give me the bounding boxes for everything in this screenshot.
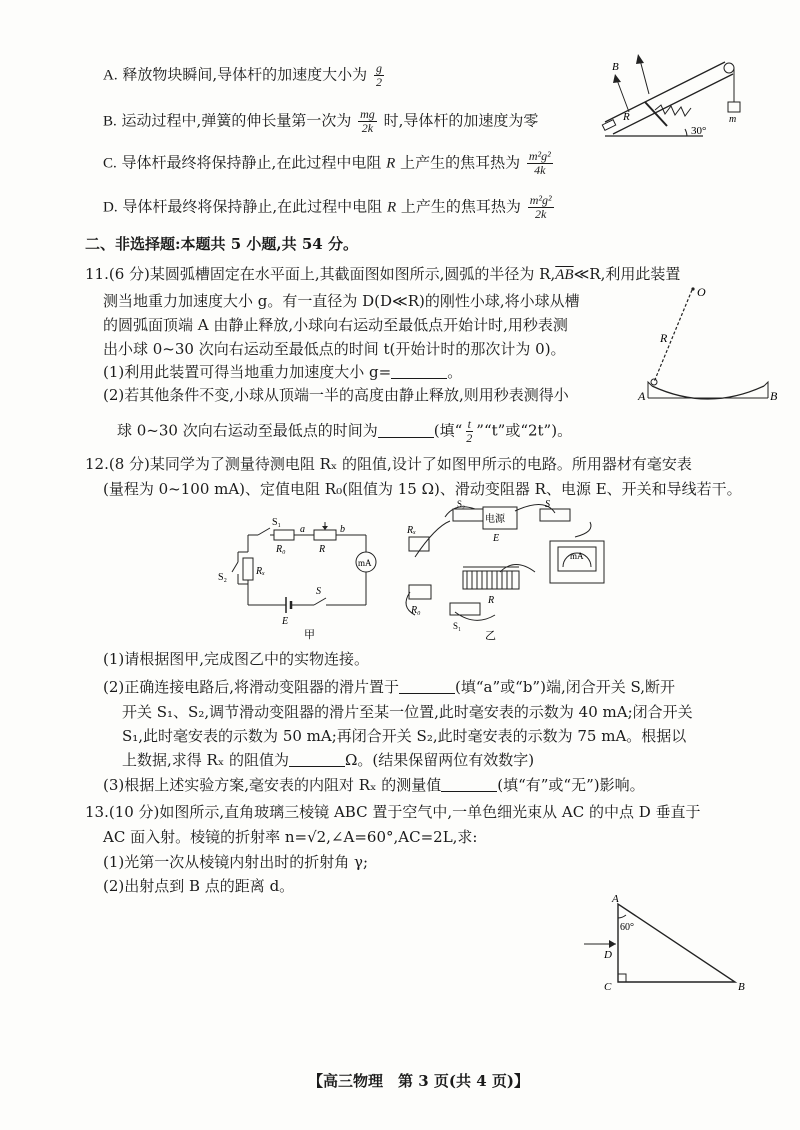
label-r: R (623, 111, 630, 123)
apparatus-figure-yi (395, 497, 625, 642)
label-b: b (340, 524, 345, 535)
answer-blank[interactable] (399, 679, 455, 694)
q11-sub1: (1)利用此装置可得当地重力加速度大小 g= 。 (103, 363, 463, 381)
label-angle: 30° (691, 125, 707, 137)
label-b: B (770, 389, 778, 403)
label-s: S (545, 499, 550, 510)
q13-line2: AC 面入射。棱镜的折射率 n=√2,∠A=60°,AC=2L,求: (103, 828, 478, 846)
answer-blank[interactable] (391, 364, 447, 379)
label-c: C (604, 981, 612, 993)
q11-sub2b: 球 0~30 次向右运动至最低点的时间为 (填“ $\frac{t}{2}$ ”“t”或“2t”)。 (117, 417, 573, 445)
option-b: B. 运动过程中,弹簧的伸长量第一次为 $\frac{mg}{2k}$ 时,导体杆的加速度为零 (103, 107, 539, 135)
option-a: A. 释放物块瞬间,导体杆的加速度大小为 $\frac{g}{2}$ (103, 61, 382, 89)
label-s2: S₂ (218, 572, 228, 583)
label-d: D (604, 949, 612, 961)
q13-line1: 13.(10 分)如图所示,直角玻璃三棱镜 ABC 置于空气中,一单色细光束从 AC 的中点 D 垂直于 (85, 803, 701, 821)
label-ma: mA (570, 551, 584, 561)
label-rx: Rₓ (407, 525, 416, 536)
label-r: R (488, 595, 495, 606)
caption-yi: 乙 (485, 630, 496, 642)
q12-line1: 12.(8 分)某同学为了测量待测电阻 Rₓ 的阻值,设计了如图甲所示的电路。所用器材有毫安表 (85, 455, 692, 473)
label-r: R (660, 331, 668, 345)
circuit-schematic-jia (218, 500, 388, 640)
incline-rail-figure (595, 50, 755, 150)
fraction: $\frac{g}{2}$ (375, 61, 382, 89)
label-r0: R₀ (411, 605, 421, 616)
answer-blank[interactable] (441, 777, 497, 792)
label-s1: S₁ (453, 621, 462, 631)
page-footer: 【高三物理 第 3 页(共 4 页)】 (308, 1072, 529, 1090)
q13-sub1: (1)光第一次从棱镜内射出时的折射角 γ; (103, 853, 369, 871)
label-r0: R₀ (276, 544, 286, 555)
arc-groove-figure (640, 278, 780, 413)
fraction: $\frac{\text{m²g²}}{4k}$ (528, 149, 551, 177)
label-angle: 60° (620, 922, 634, 933)
q11-sub2: (2)若其他条件不变,小球从顶端一半的高度由静止释放,则用秒表测得小 (103, 386, 569, 404)
caption-jia: 甲 (304, 629, 315, 641)
label-a: A (638, 389, 646, 403)
label-s: S (316, 586, 321, 597)
q11-line2: 测当地重力加速度大小 g。有一直径为 D(D≪R)的刚性小球,将小球从槽 (103, 292, 580, 310)
q11-line1: 11.(6 分)某圆弧槽固定在水平面上,其截面图如图所示,圆弧的半径为 $R,\overline{AB}≪R$,利用此装置 (85, 265, 681, 283)
section-heading: 二、非选择题:本题共 5 小题,共 54 分。 (85, 235, 358, 253)
q13-sub2: (2)出射点到 B 点的距离 d。 (103, 877, 295, 895)
option-c: C. 导体杆最终将保持静止,在此过程中电阻 R 上产生的焦耳热为 $\frac{\text{m²g²}}{4k}$ (103, 149, 551, 177)
prism-figure (570, 892, 770, 1002)
q12-line2: (量程为 0~100 mA)、定值电阻 R₀(阻值为 15 Ω)、滑动变阻器 R、电源 E、开关和导线若干。 (103, 480, 742, 498)
label-rx: Rₓ (256, 566, 265, 577)
fraction: $\frac{mg}{2k}$ (360, 107, 375, 135)
label-s2: S₂ (457, 499, 466, 509)
label-o: O (697, 285, 706, 299)
q11-line4: 出小球 0~30 次向右运动至最低点的时间 t(开始计时的那次计为 0)。 (103, 340, 566, 358)
label-e: E (282, 616, 289, 627)
label-e: E (493, 533, 500, 544)
label-r: R (319, 544, 326, 555)
label-m: m (729, 114, 737, 125)
q12-sub1: (1)请根据图甲,完成图乙中的实物连接。 (103, 650, 370, 668)
label-ma: mA (358, 558, 372, 568)
q12-sub2d: 上数据,求得 Rₓ 的阻值为 Ω。(结果保留两位有效数字) (122, 751, 535, 769)
q11-line3: 的圆弧面顶端 A 由静止释放,小球向右运动至最低点开始计时,用秒表测 (103, 316, 568, 334)
label-s1: S₁ (272, 517, 282, 528)
q12-sub2a: (2)正确连接电路后,将滑动变阻器的滑片置于 (填“a”或“b”)端,闭合开关 S,断开 (103, 678, 676, 696)
label-a: a (300, 524, 305, 535)
q12-sub3: (3)根据上述实验方案,毫安表的内阻对 Rₓ 的测量值 (填“有”或“无”)影响。 (103, 776, 645, 794)
label-a: A (612, 893, 619, 905)
fraction: $\frac{\text{m²g²}}{2k}$ (529, 193, 552, 221)
fraction: $\frac{t}{2}$ (466, 417, 473, 445)
label-b: B (738, 981, 745, 993)
answer-blank[interactable] (378, 423, 434, 438)
label-b: B (612, 61, 619, 73)
q12-sub2b: 开关 S₁、S₂,调节滑动变阻器的滑片至某一位置,此时毫安表的示数为 40 mA;闭合开关 (122, 703, 693, 721)
option-d: D. 导体杆最终将保持静止,在此过程中电阻 R 上产生的焦耳热为 $\frac{\text{m²g²}}{2k}$ (103, 193, 552, 221)
answer-blank[interactable] (289, 752, 345, 767)
q12-sub2c: S₁,此时毫安表的示数为 50 mA;再闭合开关 S₂,此时毫安表的示数为 75 mA。根据以 (122, 727, 687, 745)
label-source: 电源 (485, 514, 505, 525)
